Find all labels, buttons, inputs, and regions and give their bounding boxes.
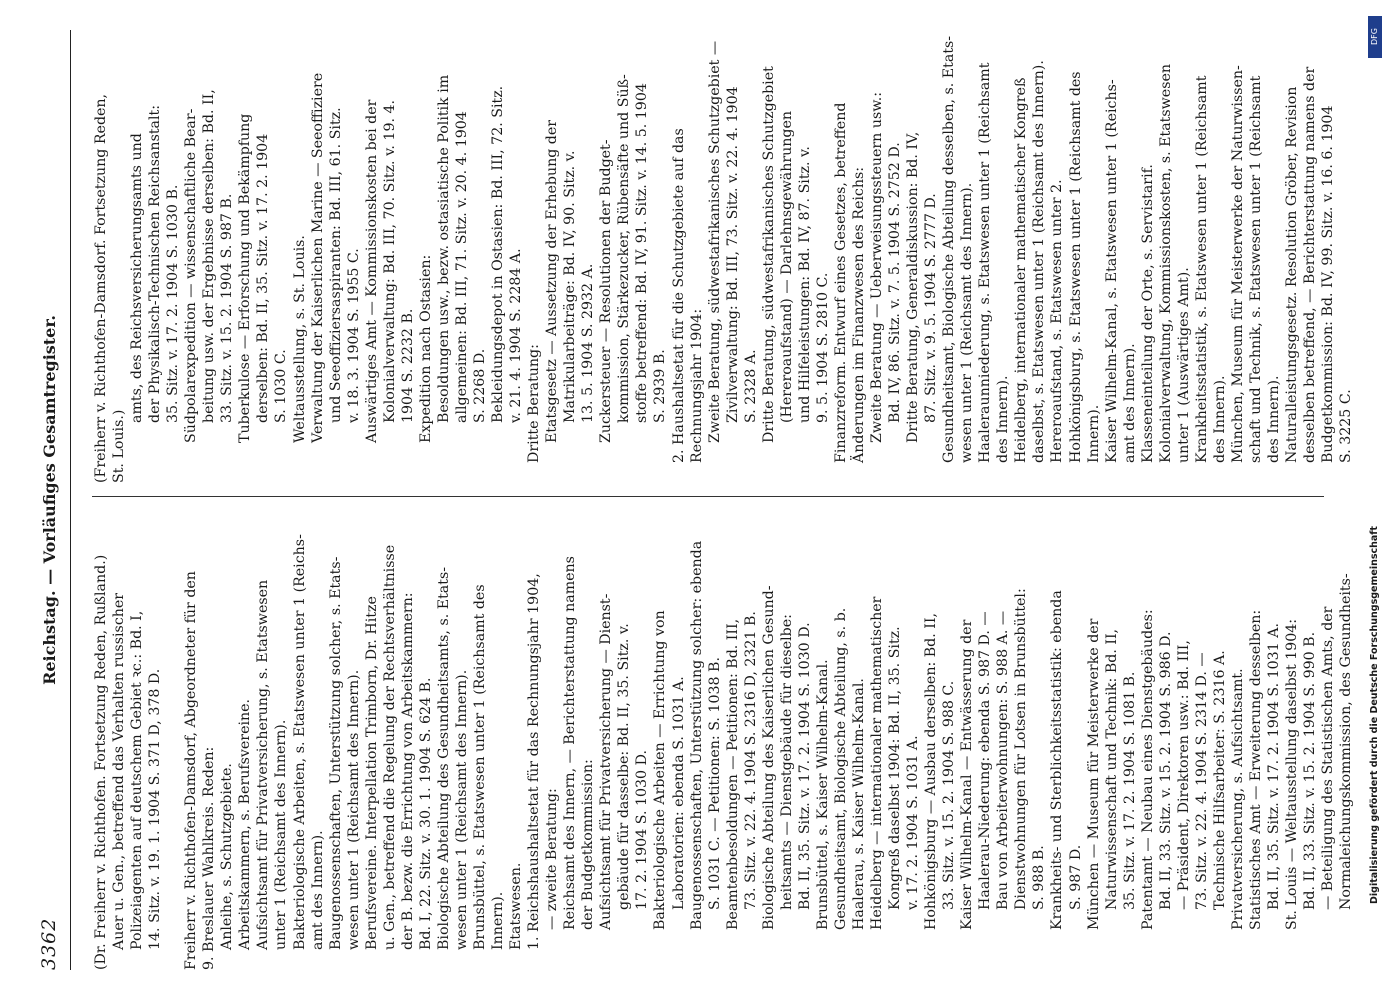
- index-entry-line: der B. bezw. die Errichtung von Arbeitskammern:: [399, 592, 416, 950]
- index-entry-line: allgemeinen: Bd. III, 71. Sitz. v. 20. 4. 1904: [453, 111, 470, 423]
- index-entry-line: St. Louis.): [111, 409, 128, 483]
- index-entry-line: kommission, Stärkezucker, Rübensäfte und Süß-: [616, 74, 633, 423]
- index-entry-line: S. 1031 C. — Petitionen: S. 1038 B.: [706, 657, 723, 910]
- index-entry-line: Etatswesen.: [508, 862, 525, 950]
- index-entry-line: Budgetkommission: Bd. IV, 99. Sitz. v. 16. 6. 1904: [1320, 105, 1337, 463]
- index-entry-line: 33. Sitz. v. 15. 2. 1904 S. 988 C.: [941, 680, 958, 910]
- index-entry-line: Rechnungsjahr 1904:: [688, 308, 705, 463]
- index-entry-line: S. 1030 C.: [273, 349, 290, 423]
- index-entry-line: Hereroaufstand, s. Etatswesen unter 2.: [1049, 179, 1066, 463]
- index-entry-line: 87. Sitz. v. 9. 5. 1904 S. 2777 D.: [923, 193, 940, 423]
- index-entry-line: 9. 5. 1904 S. 2810 C.: [814, 272, 831, 423]
- index-entry-line: stoffe betreffend: Bd. IV, 91. Sitz. v. 14. 5. 1904: [634, 83, 651, 423]
- index-entry-line: Polizeiagenten auf deutschem Gebiet ꝛc.: Bd. I,: [129, 610, 146, 950]
- index-entry-line: Bekleidungsdepot in Ostasien: Bd. III, 72. Sitz.: [490, 85, 507, 423]
- index-entry-line: Besoldungen usw., bezw. ostasiatische Politik im: [435, 74, 452, 423]
- index-entry-line: Bd. II, 35. Sitz. v. 17. 2. 1904 S. 1031 A.: [1266, 623, 1283, 910]
- index-entry-line: — Präsident, Direktoren usw.: Bd. III,: [1175, 640, 1192, 910]
- index-entry-line: Brunsbüttel, s. Etatswesen unter 1 (Reichsamt des: [471, 584, 488, 950]
- index-entry-line: v. 18. 3. 1904 S. 1955 C.: [345, 248, 362, 423]
- index-entry-line: Haalerau-Niederung: ebenda S. 987 D. —: [977, 611, 994, 910]
- index-entry-line: Bd. II, 35. Sitz. v. 17. 2. 1904 S. 1030 D.: [796, 622, 813, 910]
- index-entry-line: München — Museum für Meisterwerke der: [1085, 618, 1102, 930]
- index-entry-line: 35. Sitz. v. 17. 2. 1904 S. 1030 B.: [165, 184, 182, 423]
- index-entry-line: und Hilfeleistungen: Bd. IV, 87. Sitz. v.: [796, 146, 813, 423]
- index-entry-line: Bd. IV, 86. Sitz. v. 7. 5. 1904 S. 2752 D.: [887, 142, 904, 423]
- index-entry-line: St. Louis — Weltausstellung daselbst 1904:: [1284, 618, 1301, 930]
- index-column-right: [92, 31, 1355, 483]
- index-entry-line: Südpolarexpedition — wissenschaftliche Bear-: [183, 108, 200, 443]
- index-entry-line: Biologische Abteilung des Kaiserlichen Gesund-: [760, 585, 777, 930]
- index-entry-line: (Dr. Freiherr v. Richthofen. Fortsetzung Reden, Rußland.): [93, 554, 109, 970]
- index-entry-line: Tuberkulose — Erforschung und Bekämpfung: [237, 113, 254, 443]
- index-entry-line: beitung usw. der Ergebnisse derselben: Bd. II,: [201, 89, 218, 423]
- index-entry-line: 33. Sitz. v. 15. 2. 1904 S. 987 B.: [219, 193, 236, 423]
- page-number: 3362: [38, 917, 60, 970]
- index-entry-line: des Innern).: [995, 375, 1012, 463]
- column-divider: [92, 496, 1324, 497]
- index-entry-line: wesen unter 1 (Reichsamt des Innern).: [959, 182, 976, 463]
- index-entry-line: Haaleraunniederung, s. Etatswesen unter 1 (Reichsamt: [977, 62, 994, 463]
- index-entry-line: (Hereroaufstand) — Darlehnsgewährungen: [778, 110, 795, 423]
- index-entry-line: Innern).: [1085, 404, 1102, 463]
- index-entry-line: 73. Sitz. v. 22. 4. 1904 S. 2314 D. —: [1193, 652, 1210, 910]
- digitization-note: Digitalisierung gefördert durch die Deutsche Forschungsgemeinschaft: [1369, 526, 1380, 904]
- index-entry-line: Bd. II, 33. Sitz. v. 15. 2. 1904 S. 990 B.: [1302, 631, 1319, 910]
- index-entry-line: Bd. I, 22. Sitz. v. 30. 1. 1904 S. 624 B.: [417, 677, 434, 950]
- index-entry-line: S. 987 D.: [1067, 844, 1084, 910]
- index-entry-line: Verwaltung der Kaiserlichen Marine — Seeoffiziere: [309, 72, 326, 443]
- index-entry-line: 73. Sitz. v. 22. 4. 1904 S. 2316 D, 2321 B.: [742, 611, 759, 910]
- index-entry-line: Bau von Arbeiterwohnungen: S. 988 A. —: [995, 610, 1012, 910]
- index-entry-line: Bd. II, 33. Sitz. v. 15. 2. 1904 S. 986 D.: [1157, 631, 1174, 910]
- index-entry-line: Dritte Beratung:: [526, 344, 543, 463]
- index-entry-line: Normaleichungskommission, des Gesundheits-: [1338, 573, 1355, 910]
- index-entry-line: [164, 518, 182, 970]
- index-entry-line: amt des Innern).: [1121, 343, 1138, 463]
- index-entry-line: Heidelberg, internationaler mathematischer Kongreß: [1013, 77, 1030, 463]
- index-entry-line: v. 21. 4. 1904 S. 2284 A.: [508, 248, 525, 423]
- index-entry-line: wesen unter 1 (Reichsamt des Innern).: [345, 669, 362, 950]
- index-entry-line: Änderungen im Finanzwesen des Reichs:: [850, 166, 867, 463]
- index-entry-line: S. 988 B.: [1031, 845, 1048, 910]
- index-entry-line: Auer u. Gen., betreffend das Verhalten russischer: [111, 592, 128, 950]
- index-entry-line: Zivilverwaltung: Bd. III, 73. Sitz. v. 22. 4. 1904: [724, 86, 741, 423]
- index-entry-line: Privatversicherung, s. Aufsichtsamt.: [1229, 668, 1246, 930]
- index-entry-line: 1. Reichshaushaltsetat für das Rechnungsjahr 1904,: [526, 573, 543, 950]
- index-entry-line: Zuckersteuer — Resolutionen der Budget-: [598, 139, 615, 443]
- index-entry-line: Freiherr v. Richthofen-Damsdorf, Abgeordneter für den: [183, 571, 200, 970]
- index-entry-line: — Beteiligung des Statistischen Amts, der: [1320, 606, 1337, 910]
- index-entry-line: Baugenossenschaften, Unterstützung solcher, s. Etats-: [327, 556, 344, 950]
- index-entry-line: Krankheits- und Sterblichkeitsstatistik: ebenda: [1049, 590, 1066, 930]
- index-entry-line: — zweite Beratung:: [544, 788, 561, 930]
- index-entry-line: Reichsamt des Innern, — Berichterstattung namens: [562, 556, 579, 930]
- index-column-left: [92, 518, 1355, 970]
- index-entry-line: Krankheitsstatistik, s. Etatswesen unter 1 (Reichsamt: [1193, 75, 1210, 463]
- index-entry-line: des Innern).: [1211, 375, 1228, 463]
- index-entry-line: heitsamts — Dienstgebäude für dieselbe:: [778, 614, 795, 910]
- index-entry-line: Kolonialverwaltung, Kommissionskosten, s. Etatswesen: [1157, 63, 1174, 463]
- index-entry-line: Patentamt — Neubau eines Dienstgebäudes:: [1139, 609, 1156, 930]
- index-entry-line: Expedition nach Ostasien:: [417, 254, 434, 443]
- index-entry-line: unter 1 (Reichsamt des Innern).: [273, 719, 290, 950]
- index-entry-line: u. Gen., betreffend die Regelung der Rechtsverhältnisse: [381, 544, 398, 950]
- index-entry-line: Gesundheitsamt, Biologische Abteilung, s. b.: [832, 607, 849, 930]
- index-entry-line: amts, des Reichsversicherungsamts und: [129, 133, 146, 423]
- index-entry-line: desselben betreffend, — Berichterstattung namens der: [1302, 66, 1319, 463]
- index-entry-line: Etatsgesetz — Aussetzung der Erhebung der: [544, 119, 561, 443]
- index-entry-line: amt des Innern).: [309, 830, 326, 950]
- digitization-footer: [1368, 8, 1383, 992]
- index-entry-line: Hohkönigsburg — Ausbau derselben: Bd. II,: [923, 613, 940, 930]
- index-entry-line: S. 2328 A.: [742, 349, 759, 423]
- index-entry-line: 9. Breslauer Wahlkreis. Reden:: [201, 746, 218, 970]
- index-entry-line: der Physikalisch-Technischen Reichsanstalt:: [147, 104, 164, 423]
- index-entry-line: der Budgetkommission:: [580, 759, 597, 930]
- index-entry-line: wesen unter 1 (Reichsamt des Innern).: [453, 669, 470, 950]
- index-entry-line: Laboratorien: ebenda S. 1031 A.: [670, 676, 687, 910]
- index-entry-line: Klasseneinteilung der Orte, s. Servistarif.: [1139, 164, 1156, 463]
- index-entry-line: S. 3225 C.: [1338, 389, 1355, 463]
- index-entry-line: Zweite Beratung — Ueberweisungssteuern usw.:: [869, 92, 886, 443]
- index-entry-line: 2. Haushaltsetat für die Schutzgebiete auf das: [670, 128, 687, 463]
- index-entry-line: Aufsichtsamt für Privatversicherung — Dienst-: [598, 593, 615, 930]
- running-title: Reichstag. — Vorläufiges Gesamtregister.: [40, 315, 59, 685]
- index-entry-line: Matrikularbeiträge: Bd. IV, 90. Sitz. v.: [562, 150, 579, 423]
- index-entry-line: Brunsbüttel, s. Kaiser Wilhelm-Kanal.: [814, 659, 831, 930]
- index-entry-line: Bakteriologische Arbeiten, s. Etatswesen unter 1 (Reichs-: [291, 534, 308, 950]
- index-entry-line: Kaiser Wilhelm-Kanal — Entwässerung der: [959, 619, 976, 930]
- index-entry-line: unter 1 (Auswärtiges Amt).: [1175, 267, 1192, 463]
- index-entry-line: Dritte Beratung, Generaldiskussion: Bd. IV,: [905, 131, 922, 443]
- index-entry-line: 14. Sitz. v. 19. 1. 1904 S. 371 D, 378 D.: [147, 668, 164, 950]
- index-entry-line: Anleihe, s. Schutzgebiete.: [219, 763, 236, 950]
- index-entry-line: 1904 S. 2232 B.: [399, 308, 416, 423]
- index-entry-line: S. 2268 D.: [471, 348, 488, 423]
- index-entry-line: Dienstwohnungen für Lotsen in Brunsbüttel:: [1013, 588, 1030, 910]
- index-entry-line: Hohkönigsburg, s. Etatswesen unter 1 (Reichsamt des: [1067, 71, 1084, 463]
- index-entry-line: daselbst, s. Etatswesen unter 1 (Reichsamt des Innern).: [1031, 60, 1048, 463]
- index-entry-line: Kongreß daselbst 1904: Bd. II, 35. Sitz.: [887, 626, 904, 910]
- index-entry-line: Weltausstellung, s. St. Louis.: [291, 235, 308, 443]
- index-entry-line: Auswärtiges Amt — Kommissionskosten bei der: [363, 99, 380, 443]
- index-entry-line: Baugenossenschaften, Unterstützung solcher: ebenda: [688, 540, 705, 930]
- index-entry-line: Innern).: [490, 891, 507, 950]
- index-entry-line: Naturwissenschaft und Technik: Bd. II,: [1103, 628, 1120, 910]
- index-entry-line: Gesundheitsamt, Biologische Abteilung desselben, s. Etats-: [941, 35, 958, 463]
- index-entry-line: Kaiser Wilhelm-Kanal, s. Etatswesen unter 1 (Reichs-: [1103, 79, 1120, 463]
- index-entry-line: Aufsichtsamt für Privatversicherung, s. Etatswesen: [255, 579, 272, 950]
- index-entry-line: Zweite Beratung, südwestafrikanisches Schutzgebiet —: [706, 40, 723, 443]
- index-entry-line: Technische Hilfsarbeiter: S. 2316 A.: [1211, 650, 1228, 910]
- index-entry-line: Berufsvereine. Interpellation Trimborn, Dr. Hitze: [363, 596, 380, 950]
- index-entry-line: Bakteriologische Arbeiten — Errichtung von: [652, 610, 669, 930]
- index-entry-line: schaft und Technik, s. Etatswesen unter 1 (Reichsamt: [1248, 75, 1264, 463]
- index-entry-line: Statistisches Amt — Erweiterung desselben:: [1248, 609, 1264, 930]
- index-entry-line: S. 2939 B.: [652, 349, 669, 423]
- index-entry-line: des Innern).: [1266, 375, 1283, 463]
- dfg-logo: DFG: [1368, 16, 1382, 58]
- index-entry-line: v. 17. 2. 1904 S. 1031 A.: [905, 735, 922, 910]
- index-entry-line: Beamtenbesoldungen — Petitionen: Bd. III,: [724, 618, 741, 930]
- index-entry-line: Haalerau, s. Kaiser Wilhelm-Kanal.: [850, 678, 867, 930]
- index-entry-line: Dritte Beratung, südwestafrikanisches Schutzgebiet: [760, 66, 777, 443]
- index-entry-line: 17. 2. 1904 S. 1030 D.: [634, 750, 651, 910]
- index-entry-line: Finanzreform. Entwurf eines Gesetzes, betreffend: [832, 102, 849, 463]
- page-header: [30, 30, 71, 970]
- index-entry-line: derselben: Bd. II, 35. Sitz. v. 17. 2. 1904: [255, 133, 272, 423]
- index-entry-line: (Freiherr v. Richthofen-Damsdorf. Fortsetzung Reden,: [93, 93, 109, 483]
- index-entry-line: Arbeitskammern, s. Berufsvereine.: [237, 698, 254, 950]
- index-entry-line: Biologische Abteilung des Gesundheitsamts, s. Etats-: [435, 566, 452, 950]
- index-entry-line: Heidelberg — internationaler mathematischer: [869, 596, 886, 930]
- index-entry-line: München, Museum für Meisterwerke der Naturwissen-: [1229, 65, 1246, 463]
- index-entry-line: 13. 5. 1904 S. 2932 A.: [580, 263, 597, 423]
- index-entry-line: 35. Sitz. v. 17. 2. 1904 S. 1081 B.: [1121, 671, 1138, 910]
- index-entry-line: gebäude für dasselbe: Bd. II, 35. Sitz. v.: [616, 623, 633, 910]
- index-entry-line: Naturalleistungsgesetz. Resolution Gröber, Revision: [1284, 86, 1301, 463]
- index-entry-line: und Seeoffiziersaspiranten: Bd. III, 61. Sitz.: [327, 107, 344, 423]
- index-entry-line: Kolonialverwaltung: Bd. III, 70. Sitz. v. 19. 4.: [381, 99, 398, 423]
